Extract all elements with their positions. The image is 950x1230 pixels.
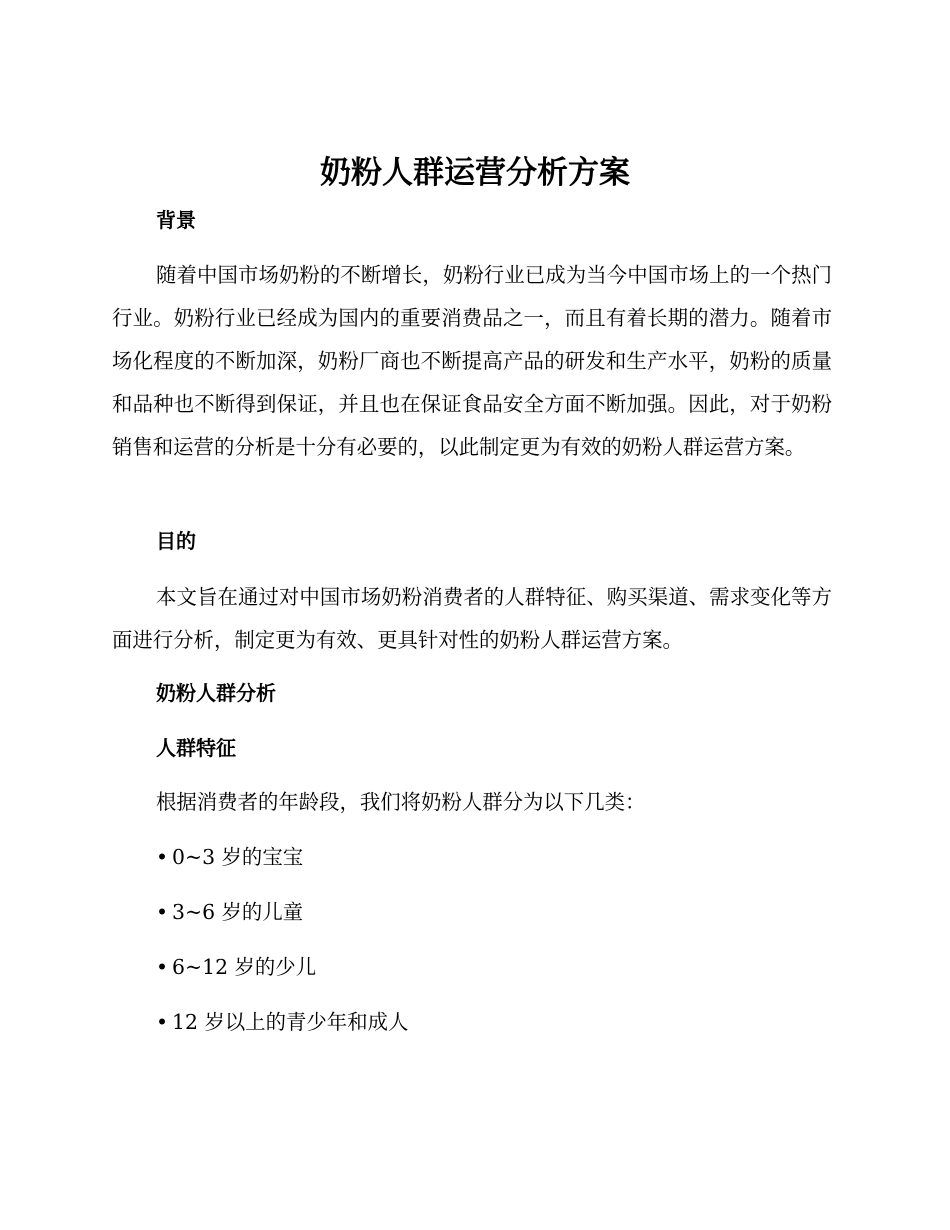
list-item bbox=[156, 842, 303, 872]
document-title: 奶粉人群运营分析方案 bbox=[320, 155, 630, 191]
list-item bbox=[156, 1007, 408, 1037]
bullet-icon: • bbox=[156, 900, 169, 924]
list-item-text: 0~3 岁的宝宝 bbox=[172, 845, 304, 869]
list-item-text: 6~12 岁的少儿 bbox=[172, 955, 317, 979]
list-item-text: 3~6 岁的儿童 bbox=[172, 900, 304, 924]
bullet-icon: • bbox=[156, 955, 169, 979]
section-heading-analysis: 奶粉人群分析 bbox=[156, 681, 276, 705]
list-item-text: 12 岁以上的青少年和成人 bbox=[172, 1010, 409, 1034]
bullet-icon: • bbox=[156, 1010, 169, 1034]
crowd-intro-text: 根据消费者的年龄段，我们将奶粉人群分为以下几类： bbox=[156, 790, 646, 814]
purpose-paragraph: 本文旨在通过对中国市场奶粉消费者的人群特征、购买渠道、需求变化等方面进行分析，制定更为有效、更具针对性的奶粉人群运营方案。 bbox=[112, 585, 832, 652]
list-item bbox=[156, 952, 316, 982]
background-paragraph: 随着中国市场奶粉的不断增长，奶粉行业已成为当今中国市场上的一个热门行业。奶粉行业已经成为国内的重要消费品之一，而且有着长期的潜力。随着市场化程度的不断加深，奶粉厂商也不断提高产品的研发和生产水平，奶粉的质量和品种也不断得到保证，并且也在保证食品安全方面不断加强。因此，对于奶粉销售和运营的分析是十分有必要的，以此制定更为有效的奶粉人群运营方案。 bbox=[112, 263, 832, 459]
bullet-icon: • bbox=[156, 845, 169, 869]
list-item bbox=[156, 897, 303, 927]
subheading-crowd-features: 人群特征 bbox=[156, 736, 236, 760]
section-heading-purpose: 目的 bbox=[156, 529, 196, 553]
section-heading-background: 背景 bbox=[156, 208, 196, 232]
